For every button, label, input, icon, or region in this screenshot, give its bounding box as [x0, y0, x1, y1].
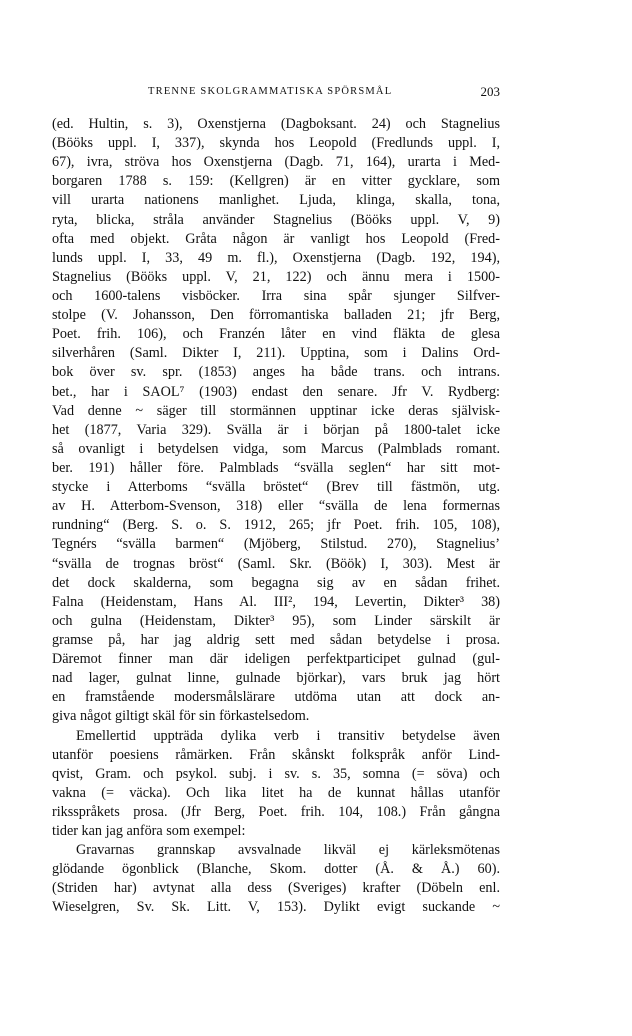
text-line: gramse på, har jag aldrig sett med sådan betydelse i prosa. [52, 631, 500, 648]
text-line: (Bööks uppl. I, 337), skynda hos Leopold (Fredlunds uppl. I, [52, 135, 500, 152]
running-title: TRENNE SKOLGRAMMATISKA SPÖRSMÅL [148, 86, 393, 97]
text-line: Emellertid uppträda dylika verb i transitiv betydelse även [76, 727, 500, 744]
text-line: qvist, Gram. och psykol. subj. i sv. s. 35, somna (= söva) och [52, 765, 500, 782]
text-line: så ovanligt i betydelsen vidga, som Marcus (Palmblads romant. [52, 440, 500, 457]
text-line: giva något giltigt skäl för sin förkastelsedom. [52, 708, 310, 725]
text-line: (Striden har) avtynat alla dess (Sveriges) krafter (Döbeln enl. [52, 880, 500, 897]
text-line: riksspråkets prosa. (Jfr Berg, Poet. frih. 104, 108.) Från gångna [52, 803, 500, 820]
text-line: het (1877, Varia 329). Svälla är i början på 1800-talet icke [52, 421, 500, 438]
text-line: Tegnérs “svälla barmen“ (Mjöberg, Stilstud. 270), Stagnelius’ [52, 536, 500, 553]
text-line: glödande ögonblick (Blanche, Skom. dotter (Å. & Å.) 60). [52, 861, 500, 878]
text-line: vakna (= väcka). Och lika litet ha de kunnat hållas utanför [52, 784, 500, 801]
text-line: ber. 191) håller före. Palmblads “svälla seglen“ har sitt mot- [52, 459, 500, 476]
text-line: bet., har i SAOL⁷ (1903) endast den senare. Jfr V. Rydberg: [52, 383, 500, 400]
text-line: vill urarta nationens manlighet. Ljuda, klinga, skalla, tona, [52, 192, 500, 209]
text-line: Stagnelius (Bööks uppl. V, 21, 122) och ännu mera i 1500- [52, 268, 500, 285]
text-line: silverhåren (Saml. Dikter I, 211). Upptina, som i Dalins Ord- [52, 345, 500, 362]
text-line: rundning“ (Berg. S. o. S. 1912, 265; jfr Poet. frih. 105, 108), [52, 517, 500, 534]
text-line: stolpe (V. Johansson, Den förromantiska balladen 21; jfr Berg, [52, 307, 500, 324]
text-line: Poet. frih. 106), och Franzén låter en vind fläkta de glesa [52, 326, 500, 343]
text-line: ofta med objekt. Gråta någon är vanligt hos Leopold (Fred- [52, 230, 500, 247]
text-line: lunds uppl. I, 33, 49 m. fl.), Oxenstjerna (Dagb. 192, 194), [52, 249, 500, 266]
text-line: bok över sv. spr. (1853) anges ha både trans. och intrans. [52, 364, 500, 381]
text-line: Wieselgren, Sv. Sk. Litt. V, 153). Dylikt evigt suckande ~ [52, 899, 500, 916]
text-line: Däremot finner man där ideligen perfektparticipet gulnad (gul- [52, 651, 500, 668]
text-line: av H. Atterbom-Svenson, 318) eller “svälla de lena formernas [52, 498, 500, 515]
text-line: 67), ivra, ströva hos Oxenstjerna (Dagb. 71, 164), urarta i Med- [52, 154, 500, 171]
text-line: nad lager, gulnat linne, gulnade björkar), vars bruk jag hört [52, 670, 500, 687]
text-line: Vad denne ~ säger till stormännen upptinar icke deras självisk- [52, 402, 500, 419]
text-line: och 1600-talens visböcker. Irra sina spår sjunger Silfver- [52, 287, 500, 304]
page-header [52, 84, 500, 104]
text-line: Falna (Heidenstam, Hans Al. III², 194, Levertin, Dikter³ 38) [52, 593, 500, 610]
text-line: det dock skalderna, som begagna sig av en sådan frihet. [52, 574, 500, 591]
text-line: “svälla de trognas bröst“ (Saml. Skr. (Böök) I, 303). Mest är [52, 555, 500, 572]
text-line: Gravarnas grannskap avsvalnade likväl ej kärleksmötenas [76, 842, 500, 859]
text-line: borgaren 1788 s. 159: (Kellgren) är en vitter gycklare, som [52, 173, 500, 190]
text-line: en framstående modersmålslärare utdöma utan att dock an- [52, 689, 500, 706]
text-line: (ed. Hultin, s. 3), Oxenstjerna (Dagboksant. 24) och Stagnelius [52, 116, 500, 132]
body-text [52, 115, 500, 918]
text-line: ryta, blicka, stråla använder Stagnelius (Bööks uppl. V, 9) [52, 211, 500, 228]
text-line: utanför poesiens råmärken. Från skånskt folkspråk anför Lind- [52, 746, 500, 763]
text-line: och gulna (Heidenstam, Dikter³ 95), som Linder särskilt är [52, 612, 500, 629]
text-line: stycke i Atterboms “svälla bröstet“ (Brev till fästmön, utg. [52, 479, 500, 496]
page-number: 203 [480, 84, 500, 99]
text-line: tider kan jag anföra som exempel: [52, 823, 246, 840]
